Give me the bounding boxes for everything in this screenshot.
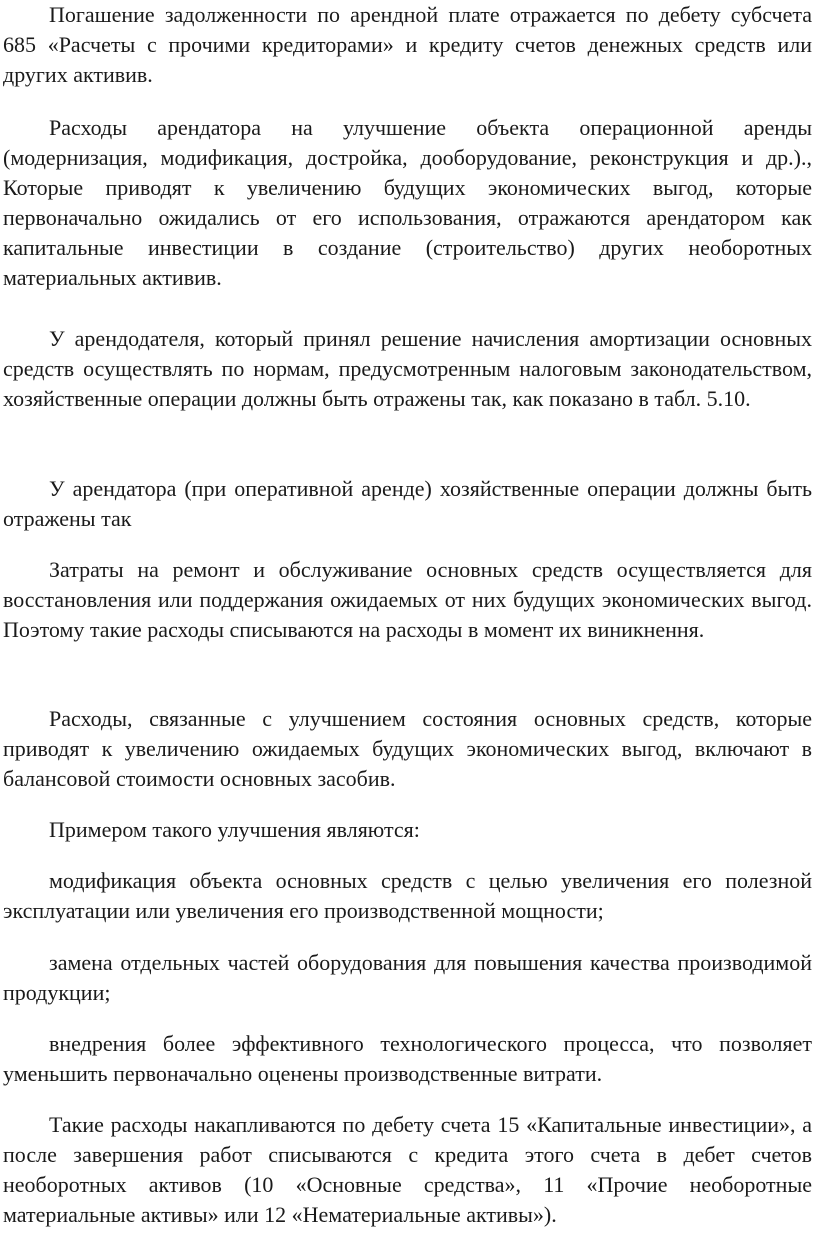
paragraph-improvement-costs: Расходы, связанные с улучшением состояния основных средств, которые приводят к увеличению ожидаемых будущих экономических выгод, включают в балансовой стоимости основных засобив. bbox=[3, 706, 812, 791]
paragraph-rent-debt-repayment: Погашение задолженности по арендной плате отражается по дебету субсчета 685 «Расчеты с прочими кредиторами» и кредиту счетов денежных средств или других активив. bbox=[3, 2, 812, 87]
paragraph-lessor-depreciation: У арендодателя, который принял решение начисления амортизации основных средств осуществлять по нормам, предусмотренным налоговым законодательством, хозяйственные операции должны быть отражены так, как показано в табл. 5.10. bbox=[3, 326, 812, 411]
paragraph-example-modification: модификация объекта основных средств с целью увеличения его полезной эксплуатации или увеличения его производственной мощности; bbox=[3, 868, 812, 923]
paragraph-example-process: внедрения более эффективного технологического процесса, что позволяет уменьшить первоначально оценены производственные витрати. bbox=[3, 1031, 812, 1086]
paragraph-example-replacement: замена отдельных частей оборудования для повышения качества производимой продукции; bbox=[3, 950, 812, 1005]
paragraph-lessee-improvements: Расходы арендатора на улучшение объекта операционной аренды (модернизация, модификация, достройка, дооборудование, реконструкция и др.)., Которые приводят к увеличению будущих экономических выгод, которые первоначально ожидались от его использования, отражаются арендатором как капитальные инвестиции в создание (строительство) других необоротных материальных активив. bbox=[3, 115, 812, 290]
paragraph-repair-costs: Затраты на ремонт и обслуживание основных средств осуществляется для восстановления или поддержания ожидаемых от них будущих экономических выгод. Поэтому такие расходы списываются на расходы в момент их виникнення. bbox=[3, 557, 812, 642]
paragraph-examples-intro: Примером такого улучшения являются: bbox=[49, 817, 420, 842]
paragraph-lessee-operations: У арендатора (при оперативной аренде) хозяйственные операции должны быть отражены так bbox=[3, 476, 812, 531]
paragraph-capital-investments: Такие расходы накапливаются по дебету счета 15 «Капитальные инвестиции», а после завершения работ списываются с кредита этого счета в дебет счетов необоротных активов (10 «Основные средства», 11 «Прочие необоротные материальные активы» или 12 «Нематериальные активы»). bbox=[3, 1112, 812, 1227]
